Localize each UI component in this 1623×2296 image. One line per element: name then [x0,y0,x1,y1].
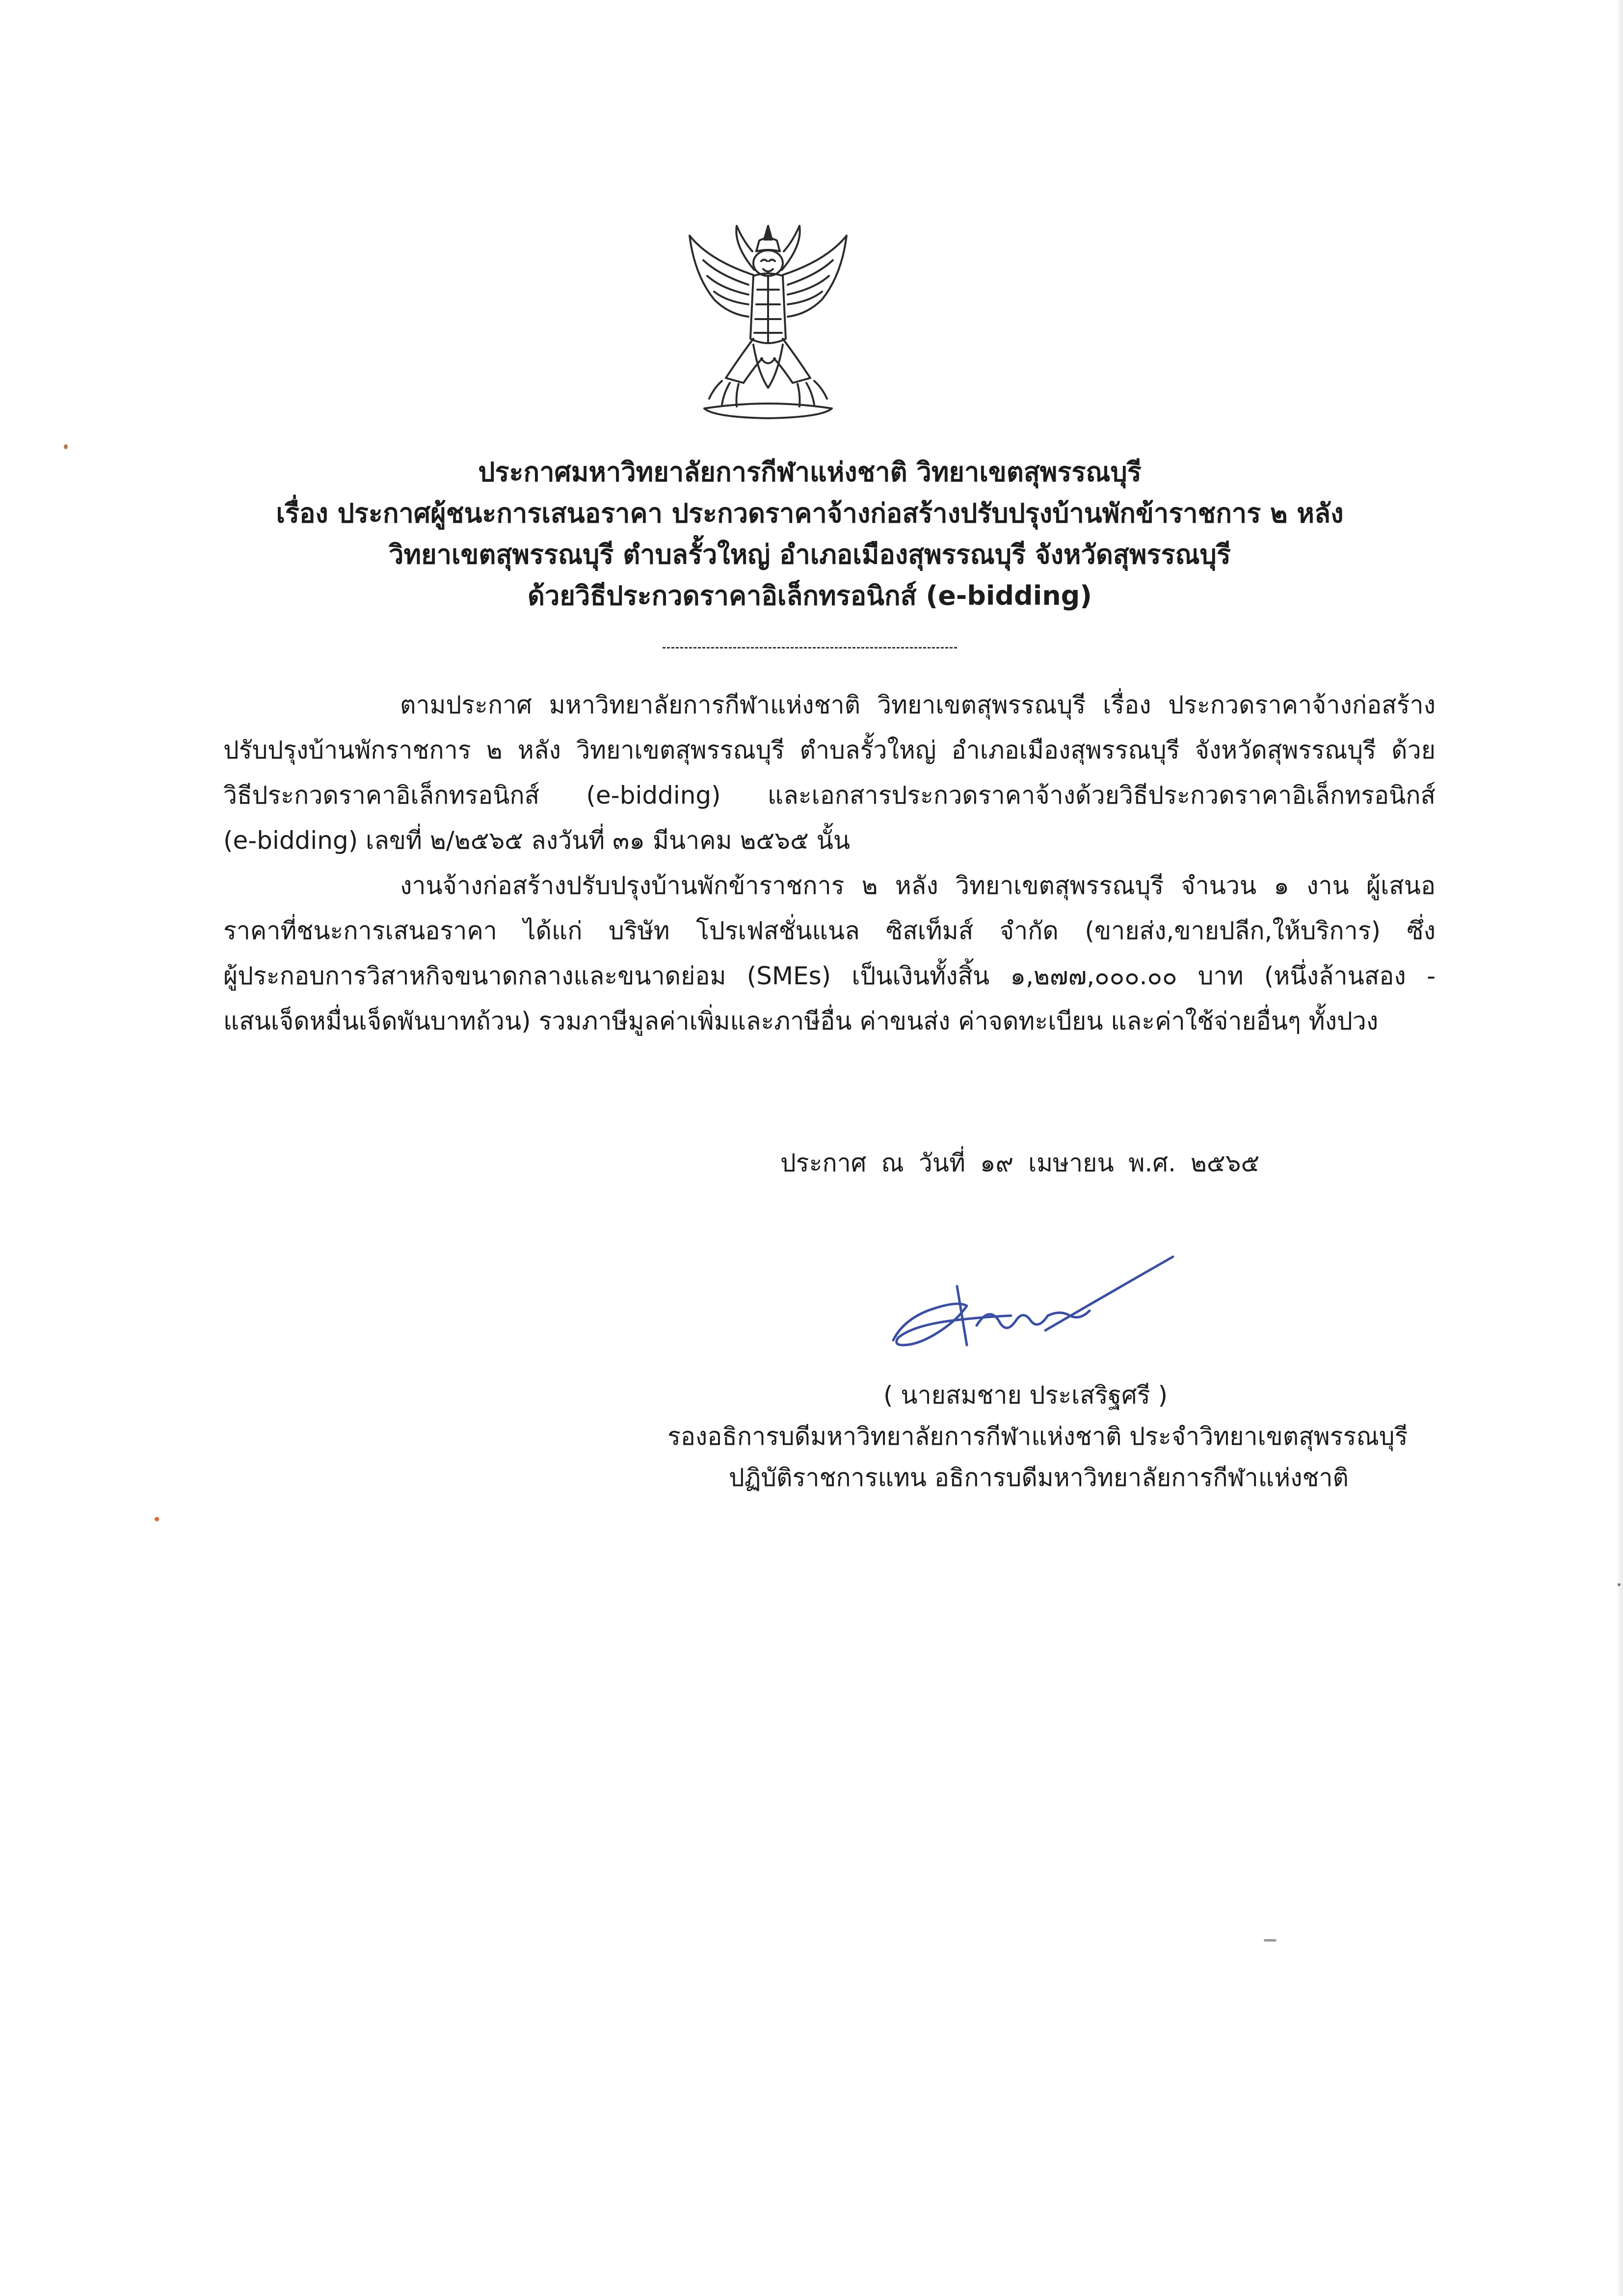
signer-position-1: รองอธิการบดีมหาวิทยาลัยการกีฬาแห่งชาติ ประจำวิทยาเขตสุพรรณบุรี [667,1422,1408,1451]
announcement-title-block [206,452,1413,617]
signer-name: ( นายสมชาย ประเสริฐศรี ) [883,1381,1168,1409]
announcement-date: ประกาศ ณ วันที่ ๑๙ เมษายน พ.ศ. ๒๕๖๕ [780,1149,1260,1177]
paragraph-1-line: ตามประกาศ มหาวิทยาลัยการกีฬาแห่งชาติ วิทยาเขตสุพรรณบุรี เรื่อง ประกวดราคาจ้างก่อสร้าง [400,691,1436,719]
paragraph-1-line: วิธีประกวดราคาอิเล็กทรอนิกส์ (e-bidding) และเอกสารประกวดราคาจ้างด้วยวิธีประกวดราคาอิเล็กทรอนิกส์ [223,781,1436,810]
paragraph-1-line: ปรับปรุงบ้านพักราชการ ๒ หลัง วิทยาเขตสุพรรณบุรี ตำบลรั้วใหญ่ อำเภอเมืองสุพรรณบุรี จังหวัดสุพรรณบุรี ด้วย [223,736,1436,764]
paragraph-2-line: ผู้ประกอบการวิสาหกิจขนาดกลางและขนาดย่อม (SMEs) เป็นเงินทั้งสิ้น ๑,๒๗๗,๐๐๐.๐๐ บาท (หนึ่งล้านสอง - [223,962,1436,990]
garuda-emblem-icon [675,216,861,422]
paragraph-2-line: งานจ้างก่อสร้างปรับปรุงบ้านพักข้าราชการ ๒ หลัง วิทยาเขตสุพรรณบุรี จำนวน ๑ งาน ผู้เสนอ [400,871,1436,900]
signer-block [638,1375,1472,1498]
scan-speck [155,1517,159,1521]
title-line-1: ประกาศมหาวิทยาลัยการกีฬาแห่งชาติ วิทยาเขตสุพรรณบุรี [478,457,1142,487]
title-line-4: ด้วยวิธีประกวดราคาอิเล็กทรอนิกส์ (e-bidding) [527,580,1092,611]
scan-speck [64,444,68,449]
paragraph-2-line: แสนเจ็ดหมื่นเจ็ดพันบาทถ้วน) รวมภาษีมูลค่าเพิ่มและภาษีอื่น ค่าขนส่ง ค่าจดทะเบียน และค่าใช้จ่ายอื่นๆ ทั้งปวง [223,1007,1379,1035]
handwritten-signature [883,1247,1183,1360]
paragraph-1-line: (e-bidding) เลขที่ ๒/๒๕๖๕ ลงวันที่ ๓๑ มีนาคม ๒๕๖๕ นั้น [223,826,851,855]
scan-edge-shadow [1616,0,1623,2296]
title-line-2: เรื่อง ประกาศผู้ชนะการเสนอราคา ประกวดราคาจ้างก่อสร้างปรับปรุงบ้านพักข้าราชการ ๒ หลัง [276,498,1344,529]
signer-position-2: ปฏิบัติราชการแทน อธิการบดีมหาวิทยาลัยการกีฬาแห่งชาติ [729,1463,1349,1492]
announcement-body [223,682,1436,1044]
scan-speck [1264,1939,1277,1942]
paragraph-2-line: ราคาที่ชนะการเสนอราคา ได้แก่ บริษัท โปรเฟสชั่นแนล ซิสเท็มส์ จำกัด (ขายส่ง,ขายปลีก,ให้บริการ) ซึ่ง [223,917,1436,945]
scan-speck [1618,1583,1621,1586]
title-divider [663,647,957,648]
title-line-3: วิทยาเขตสุพรรณบุรี ตำบลรั้วใหญ่ อำเภอเมืองสุพรรณบุรี จังหวัดสุพรรณบุรี [389,539,1231,570]
